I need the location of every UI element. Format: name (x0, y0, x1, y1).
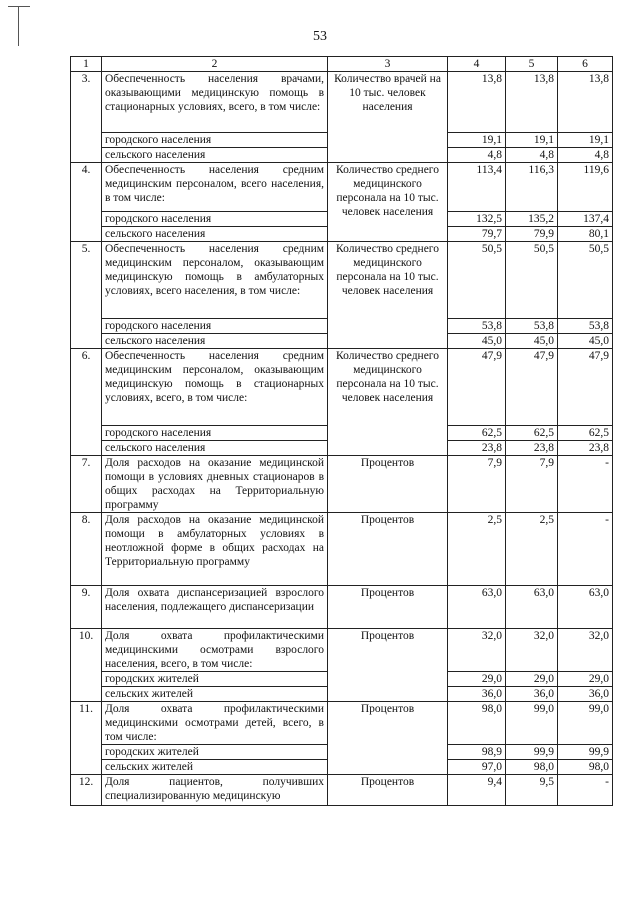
value-year-2: 79,9 (506, 227, 558, 242)
value-year-1: 9,4 (448, 775, 506, 806)
value-year-2: 45,0 (506, 334, 558, 349)
value-year-1: 98,0 (448, 702, 506, 745)
value-year-1: 29,0 (448, 672, 506, 687)
unit-of-measure: Количество среднего медицинского персонала на 10 тыс. человек населения (328, 242, 448, 349)
value-year-2: 23,8 (506, 441, 558, 456)
indicator-description: Обеспеченность населения врачами, оказывающими медицинскую помощь в стационарных условиях, всего, в том числе: (102, 72, 328, 133)
indicator-description: Доля расходов на оказание медицинской помощи в условиях дневных стационаров в общих расходах на Территориальную программу (102, 456, 328, 513)
value-year-3: 23,8 (558, 441, 613, 456)
value-year-3: 98,0 (558, 760, 613, 775)
indicator-description: Доля охвата профилактическими медицинскими осмотрами детей, всего, в том числе: (102, 702, 328, 745)
value-year-1: 36,0 (448, 687, 506, 702)
unit-of-measure: Процентов (328, 586, 448, 629)
value-year-3: 63,0 (558, 586, 613, 629)
subgroup-label: сельского населения (102, 441, 328, 456)
value-year-3: 45,0 (558, 334, 613, 349)
row-number: 4. (71, 163, 102, 242)
unit-of-measure: Процентов (328, 775, 448, 806)
unit-of-measure: Количество среднего медицинского персонала на 10 тыс. человек населения (328, 163, 448, 242)
table-row (71, 629, 613, 672)
subgroup-label: сельского населения (102, 334, 328, 349)
indicator-description: Обеспеченность населения средним медицинским персоналом, оказывающим медицинскую помощь в стационарных условиях, всего, в том числе: (102, 349, 328, 426)
subgroup-label: городского населения (102, 426, 328, 441)
value-year-1: 50,5 (448, 242, 506, 319)
subgroup-label: городского населения (102, 319, 328, 334)
row-number: 10. (71, 629, 102, 702)
value-year-1: 79,7 (448, 227, 506, 242)
row-number: 3. (71, 72, 102, 163)
value-year-3: 47,9 (558, 349, 613, 426)
value-year-2: 13,8 (506, 72, 558, 133)
value-year-2: 47,9 (506, 349, 558, 426)
table-row (71, 456, 613, 513)
value-year-3: - (558, 513, 613, 586)
value-year-2: 53,8 (506, 319, 558, 334)
value-year-2: 9,5 (506, 775, 558, 806)
row-number: 12. (71, 775, 102, 806)
subgroup-label: городских жителей (102, 745, 328, 760)
value-year-3: 53,8 (558, 319, 613, 334)
value-year-2: 99,0 (506, 702, 558, 745)
value-year-1: 62,5 (448, 426, 506, 441)
indicator-description: Доля расходов на оказание медицинской помощи в амбулаторных условиях в неотложной форме в общих расходах на Территориальную программу (102, 513, 328, 586)
table-row (71, 163, 613, 212)
column-header: 2 (102, 57, 328, 72)
value-year-2: 63,0 (506, 586, 558, 629)
indicator-description: Обеспеченность населения средним медицинским персоналом, оказывающим медицинскую помощь в амбулаторных условиях, всего населения, в том числе: (102, 242, 328, 319)
indicator-description: Обеспеченность населения средним медицинским персоналом, всего населения, в том числе: (102, 163, 328, 212)
table-row (71, 702, 613, 745)
value-year-2: 2,5 (506, 513, 558, 586)
value-year-3: 13,8 (558, 72, 613, 133)
value-year-1: 2,5 (448, 513, 506, 586)
value-year-1: 4,8 (448, 148, 506, 163)
subgroup-label: сельских жителей (102, 687, 328, 702)
indicator-description: Доля охвата диспансеризацией взрослого населения, подлежащего диспансеризации (102, 586, 328, 629)
value-year-3: 62,5 (558, 426, 613, 441)
unit-of-measure: Количество среднего медицинского персонала на 10 тыс. человек населения (328, 349, 448, 456)
value-year-3: 99,9 (558, 745, 613, 760)
row-number: 5. (71, 242, 102, 349)
page-number: 53 (313, 29, 327, 44)
unit-of-measure: Процентов (328, 513, 448, 586)
column-header: 5 (506, 57, 558, 72)
value-year-3: - (558, 456, 613, 513)
value-year-2: 32,0 (506, 629, 558, 672)
value-year-3: 80,1 (558, 227, 613, 242)
unit-of-measure: Количество врачей на 10 тыс. человек населения (328, 72, 448, 163)
value-year-3: 4,8 (558, 148, 613, 163)
row-number: 9. (71, 586, 102, 629)
table-row (71, 72, 613, 133)
unit-of-measure: Процентов (328, 629, 448, 702)
value-year-2: 19,1 (506, 133, 558, 148)
subgroup-label: городских жителей (102, 672, 328, 687)
row-number: 8. (71, 513, 102, 586)
value-year-2: 50,5 (506, 242, 558, 319)
value-year-3: 19,1 (558, 133, 613, 148)
column-header: 6 (558, 57, 613, 72)
value-year-2: 62,5 (506, 426, 558, 441)
subgroup-label: сельских жителей (102, 760, 328, 775)
value-year-1: 45,0 (448, 334, 506, 349)
row-number: 11. (71, 702, 102, 775)
value-year-2: 98,0 (506, 760, 558, 775)
subgroup-label: сельского населения (102, 148, 328, 163)
value-year-3: 32,0 (558, 629, 613, 672)
value-year-2: 29,0 (506, 672, 558, 687)
value-year-3: 119,6 (558, 163, 613, 212)
value-year-3: 50,5 (558, 242, 613, 319)
value-year-1: 19,1 (448, 133, 506, 148)
value-year-3: 36,0 (558, 687, 613, 702)
value-year-3: 99,0 (558, 702, 613, 745)
value-year-2: 4,8 (506, 148, 558, 163)
indicator-description: Доля пациентов, получивших специализированную медицинскую (102, 775, 328, 806)
value-year-1: 47,9 (448, 349, 506, 426)
indicators-table (70, 56, 613, 806)
table-header-row (71, 57, 613, 72)
table-row (71, 586, 613, 629)
unit-of-measure: Процентов (328, 456, 448, 513)
value-year-1: 98,9 (448, 745, 506, 760)
value-year-1: 32,0 (448, 629, 506, 672)
value-year-1: 23,8 (448, 441, 506, 456)
value-year-2: 36,0 (506, 687, 558, 702)
value-year-3: 137,4 (558, 212, 613, 227)
row-number: 7. (71, 456, 102, 513)
subgroup-label: городского населения (102, 212, 328, 227)
unit-of-measure: Процентов (328, 702, 448, 775)
table-row (71, 775, 613, 806)
table-row (71, 349, 613, 426)
value-year-2: 116,3 (506, 163, 558, 212)
value-year-1: 132,5 (448, 212, 506, 227)
value-year-1: 7,9 (448, 456, 506, 513)
value-year-3: 29,0 (558, 672, 613, 687)
value-year-2: 7,9 (506, 456, 558, 513)
column-header: 1 (71, 57, 102, 72)
subgroup-label: городского населения (102, 133, 328, 148)
subgroup-label: сельского населения (102, 227, 328, 242)
value-year-2: 135,2 (506, 212, 558, 227)
value-year-1: 53,8 (448, 319, 506, 334)
row-number: 6. (71, 349, 102, 456)
value-year-1: 97,0 (448, 760, 506, 775)
table-row (71, 513, 613, 586)
indicator-description: Доля охвата профилактическими медицинскими осмотрами взрослого населения, всего, в том числе: (102, 629, 328, 672)
value-year-2: 99,9 (506, 745, 558, 760)
value-year-1: 63,0 (448, 586, 506, 629)
column-header: 3 (328, 57, 448, 72)
value-year-3: - (558, 775, 613, 806)
value-year-1: 13,8 (448, 72, 506, 133)
table-row (71, 242, 613, 319)
value-year-1: 113,4 (448, 163, 506, 212)
column-header: 4 (448, 57, 506, 72)
